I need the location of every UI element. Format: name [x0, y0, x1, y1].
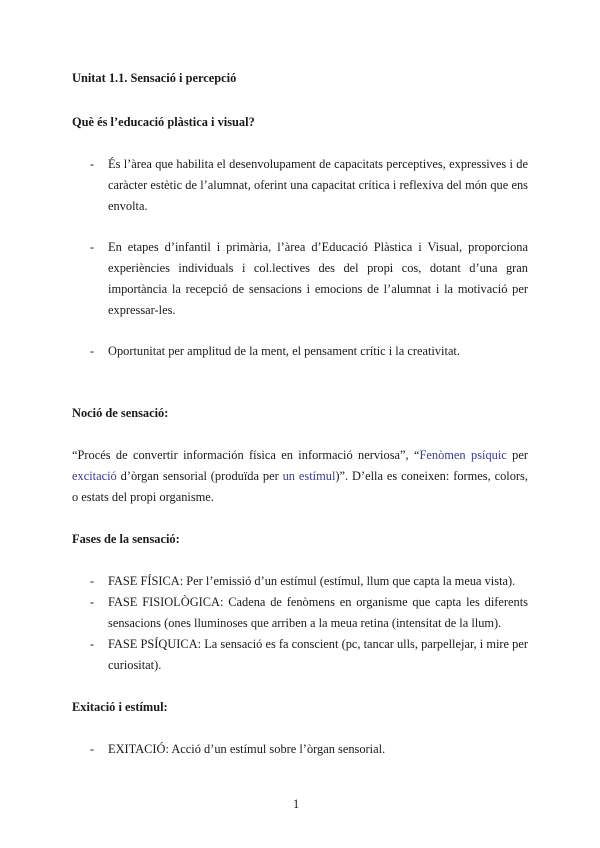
link-estimul[interactable]: un estímul — [282, 469, 336, 483]
link-excitacio[interactable]: excitació — [72, 469, 117, 483]
bullet-item-2: En etapes d’infantil i primària, l’àrea d’Educació Plàstica i Visual, proporciona experiències individuals i col.lectives des del propi cos, dotant d’una gran importància la recepció de sensacions i emocions de l’alumnat i la motivació per expressar-les. — [108, 240, 528, 317]
bullet-dash: - — [90, 637, 95, 651]
bullet-dash: - — [90, 574, 95, 588]
definition-text: per — [506, 448, 528, 462]
heading-fases-sensacio: Fases de la sensació: — [72, 532, 180, 546]
fase-item-psiquica: FASE PSÍQUICA: La sensació es fa conscient (pc, tancar ulls, parpellejar, i mire per curiositat). — [108, 637, 528, 672]
exitacio-item: EXITACIÓ: Acció d’un estímul sobre l’òrgan sensorial. — [108, 742, 386, 756]
definition-text: )”. D’ella es coneixen: formes, colors, o estats del propi organisme. — [72, 469, 528, 504]
bullet-item-3: Oportunitat per amplitud de la ment, el pensament crític i la creativitat. — [108, 344, 460, 358]
definition-paragraph — [72, 445, 528, 508]
bullet-dash: - — [90, 742, 95, 756]
fase-item-fisica: FASE FÍSICA: Per l’emissió d’un estímul (estímul, llum que capta la meua vista). — [108, 574, 516, 588]
heading-educacio-plastica: Què és l’educació plàstica i visual? — [72, 115, 255, 129]
page-number: 1 — [293, 797, 300, 811]
heading-nocio-sensacio: Noció de sensació: — [72, 406, 169, 420]
fase-item-fisiologica: FASE FISIOLÒGICA: Cadena de fenòmens en organisme que capta les diferents sensacions (ones lluminoses que arriben a la meua retina (intensitat de la llum). — [108, 595, 528, 630]
heading-exitacio-estimul: Exitació i estímul: — [72, 700, 168, 714]
definition-text: “Procés de convertir información física en informació nerviosa”, “ — [72, 448, 420, 462]
bullet-dash: - — [90, 240, 95, 254]
bullet-dash: - — [90, 344, 95, 358]
bullet-dash: - — [90, 595, 95, 609]
definition-text: d’òrgan sensorial (produïda per — [116, 469, 283, 483]
bullet-dash: - — [90, 157, 95, 171]
document-title: Unitat 1.1. Sensació i percepció — [72, 71, 237, 85]
link-fenomen-psiquic[interactable]: Fenòmen psíquic — [419, 448, 507, 462]
bullet-item-1: És l’àrea que habilita el desenvolupament de capacitats perceptives, expressives i de caràcter estètic de l’alumnat, oferint una capacitat crítica i reflexiva del món que ens envolta. — [108, 157, 528, 213]
